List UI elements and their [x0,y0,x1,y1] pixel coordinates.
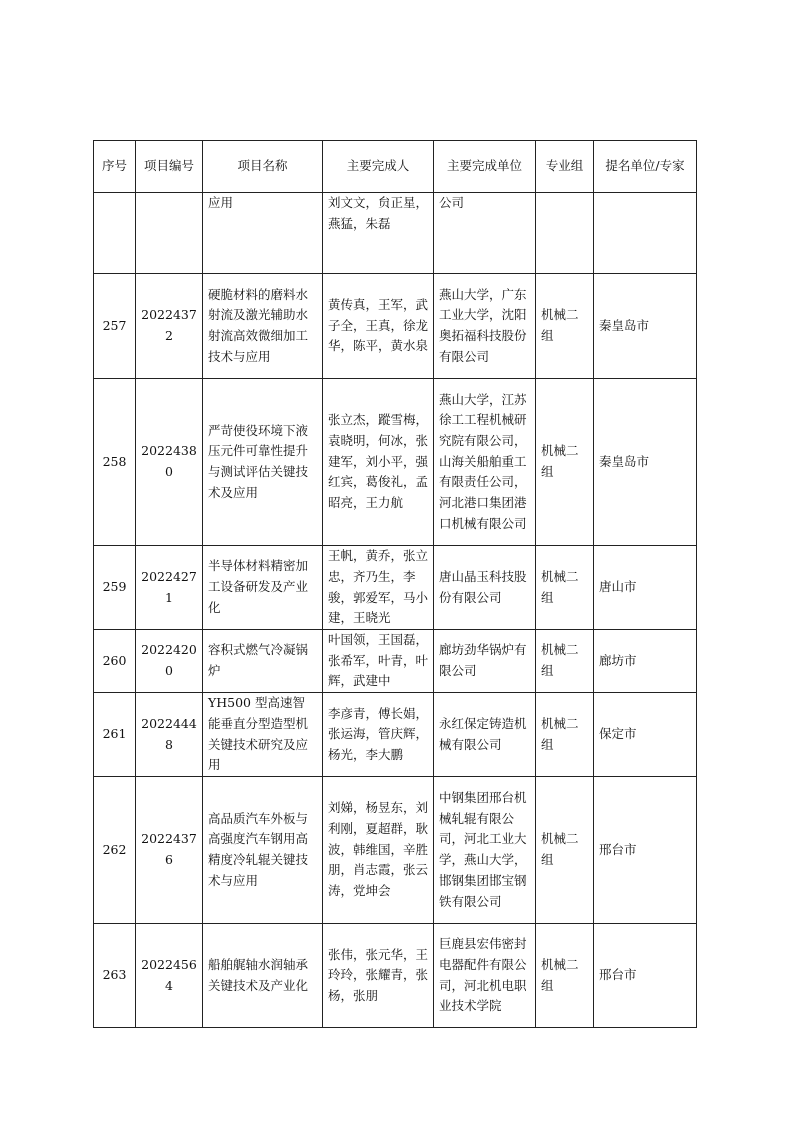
table-row [94,274,697,379]
contributors-cell: 叶国领，王国磊，张希军，叶青，叶辉，武建中 [323,630,434,693]
group-cell: 机械二组 [536,777,594,924]
continuation-row [94,193,697,274]
contributors-cell: 刘娣，杨昱东，刘利刚，夏超群，耿波，韩维国，辛胜朋，肖志霞，张云涛，党坤会 [323,777,434,924]
table-row [94,924,697,1028]
code-cell: 20224376 [136,777,203,924]
project-name-cell: YH500 型高速智能垂直分型造型机关键技术研究及应用 [203,693,323,777]
seq-cell: 260 [94,630,136,693]
nominator-cell: 秦皇岛市 [594,274,697,379]
nominator-cell: 邢台市 [594,777,697,924]
group-cell [536,193,594,274]
contributors-cell: 张伟，张元华，王玲玲，张耀青，张杨，张朋 [323,924,434,1028]
seq-cell: 259 [94,546,136,630]
code-cell: 20224564 [136,924,203,1028]
seq-cell [94,193,136,274]
header-specialty-group: 专业组 [536,141,594,193]
units-cell: 巨鹿县宏伟密封电器配件有限公司，河北机电职业技术学院 [434,924,536,1028]
project-name-cell: 应用 [203,193,323,274]
contributors-cell: 黄传真，王军，武子全，王真，徐龙华，陈平，黄水泉 [323,274,434,379]
project-name-cell: 严苛使役环境下液压元件可靠性提升与测试评估关键技术及应用 [203,379,323,546]
group-cell: 机械二组 [536,924,594,1028]
header-project-name: 项目名称 [203,141,323,193]
header-main-units: 主要完成单位 [434,141,536,193]
code-cell: 20224380 [136,379,203,546]
nominator-cell: 保定市 [594,693,697,777]
contributors-cell: 王帆，黄乔，张立忠，齐乃生，李骏，郭爱军，马小建，王晓光 [323,546,434,630]
project-name-cell: 半导体材料精密加工设备研发及产业化 [203,546,323,630]
units-cell: 中钢集团邢台机械轧辊有限公司，河北工业大学，燕山大学，邯钢集团邯宝钢铁有限公司 [434,777,536,924]
units-cell: 燕山大学，广东工业大学，沈阳奥拓福科技股份有限公司 [434,274,536,379]
table-row [94,693,697,777]
seq-cell: 263 [94,924,136,1028]
group-cell: 机械二组 [536,693,594,777]
seq-cell: 258 [94,379,136,546]
header-seq: 序号 [94,141,136,193]
project-name-cell: 高品质汽车外板与高强度汽车钢用高精度冷轧辊关键技术与应用 [203,777,323,924]
group-cell: 机械二组 [536,546,594,630]
project-name-cell: 容积式燃气冷凝锅炉 [203,630,323,693]
table-row [94,777,697,924]
seq-cell: 262 [94,777,136,924]
code-cell: 20224271 [136,546,203,630]
group-cell: 机械二组 [536,274,594,379]
units-cell: 燕山大学，江苏徐工工程机械研究院有限公司，山海关船舶重工有限责任公司，河北港口集团港口机械有限公司 [434,379,536,546]
table-row [94,379,697,546]
nominator-cell: 廊坊市 [594,630,697,693]
code-cell: 20224448 [136,693,203,777]
header-main-contributors: 主要完成人 [323,141,434,193]
contributors-cell: 李彦青，傅长娟，张运海，管庆辉，杨光，李大鹏 [323,693,434,777]
contributors-cell: 刘文文，贠正星，燕猛，朱磊 [323,193,434,274]
table-row [94,630,697,693]
group-cell: 机械二组 [536,379,594,546]
code-cell: 20224200 [136,630,203,693]
nominator-cell: 唐山市 [594,546,697,630]
units-cell: 唐山晶玉科技股份有限公司 [434,546,536,630]
code-cell [136,193,203,274]
seq-cell: 257 [94,274,136,379]
units-cell: 公司 [434,193,536,274]
code-cell: 20224372 [136,274,203,379]
units-cell: 廊坊劲华锅炉有限公司 [434,630,536,693]
contributors-cell: 张立杰，蹤雪梅，袁晓明，何冰，张建军，刘小平，强红宾，葛俊礼，孟昭亮，王力航 [323,379,434,546]
nominator-cell: 秦皇岛市 [594,379,697,546]
table-row [94,546,697,630]
group-cell: 机械二组 [536,630,594,693]
award-nomination-table [93,140,697,1028]
table-header-row [94,141,697,193]
header-nominator: 提名单位/专家 [594,141,697,193]
project-name-cell: 船舶艉轴水润轴承关键技术及产业化 [203,924,323,1028]
nominator-cell [594,193,697,274]
project-name-cell: 硬脆材料的磨料水射流及激光辅助水射流高效微细加工技术与应用 [203,274,323,379]
seq-cell: 261 [94,693,136,777]
header-project-code: 项目编号 [136,141,203,193]
nominator-cell: 邢台市 [594,924,697,1028]
units-cell: 永红保定铸造机械有限公司 [434,693,536,777]
